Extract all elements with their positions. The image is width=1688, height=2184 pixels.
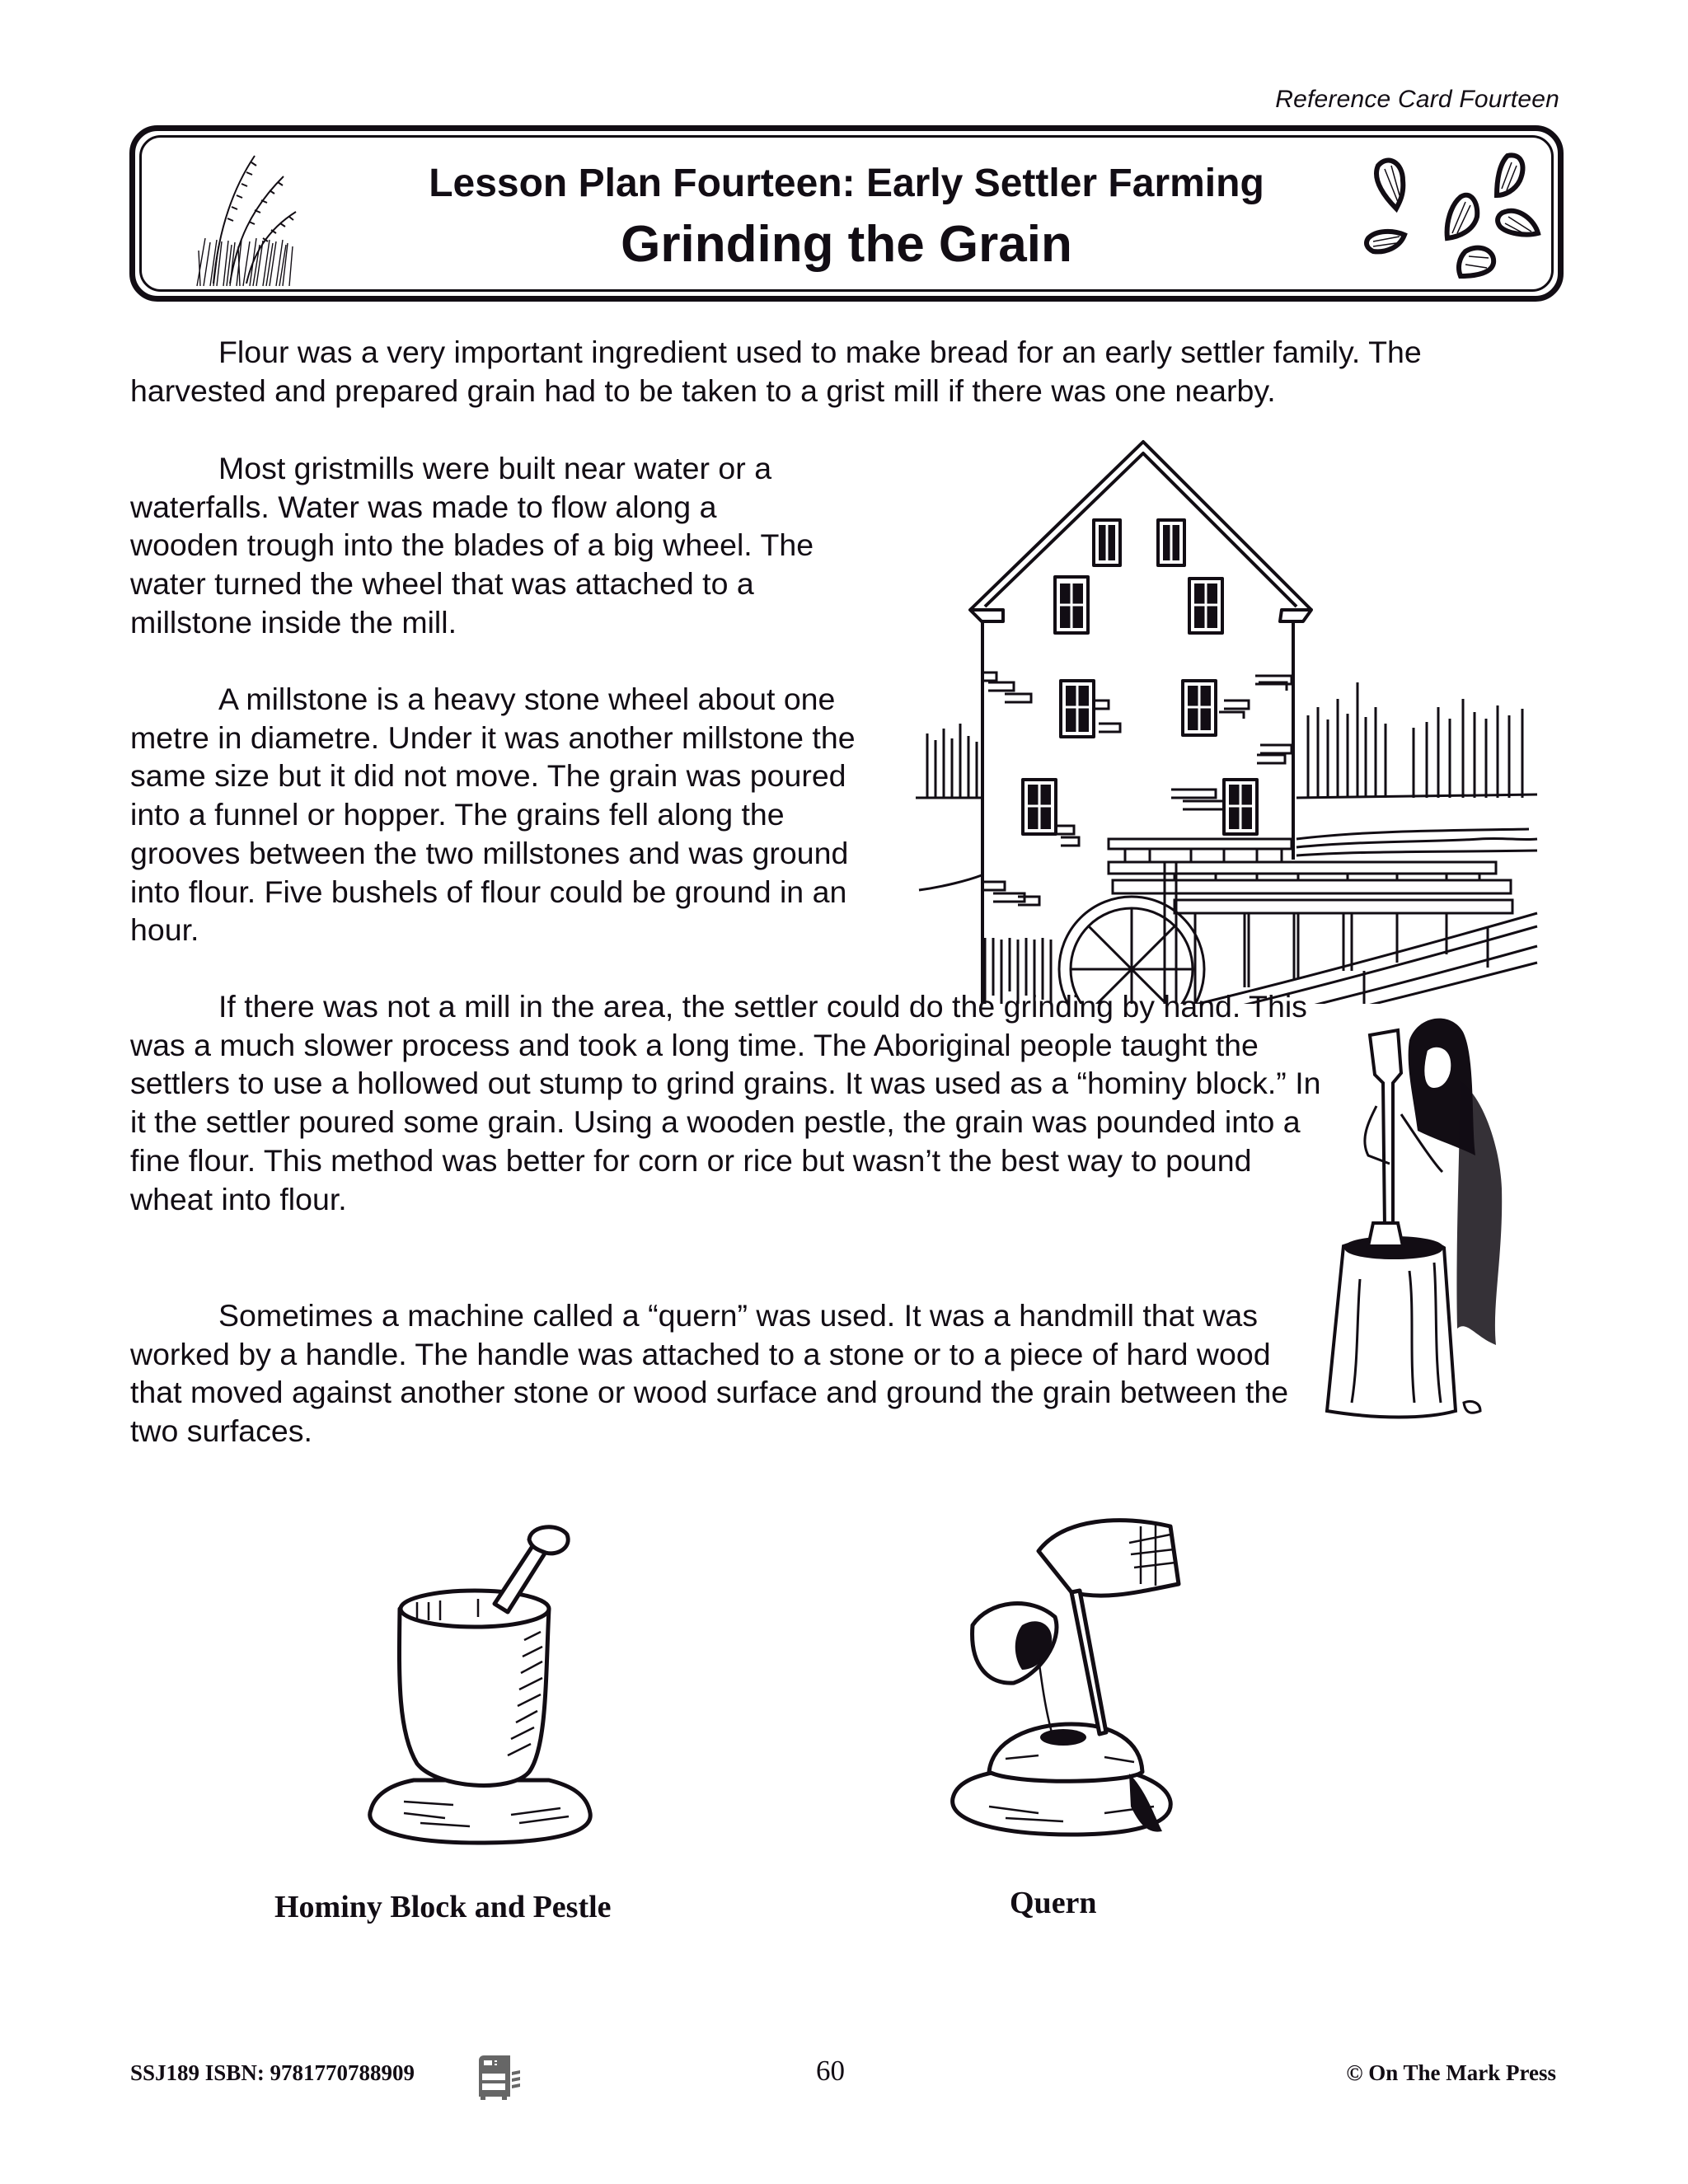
paragraph-gristmills xyxy=(130,449,814,642)
page-number: 60 xyxy=(816,2055,845,2087)
hominy-block-illustration xyxy=(354,1516,610,1846)
paragraph-text: Sometimes a machine called a “quern” was used. It was a handmill that was worked by a handle. The handle was attached to a stone or to a piece of hard wood that moved against another stone or wood surface and ground the grain between the two surfaces. xyxy=(130,1298,1289,1449)
title-box xyxy=(129,125,1564,302)
footer-isbn: SSJ189 ISBN: 9781770788909 xyxy=(130,2060,415,2085)
paragraph-text: Most gristmills were built near water or a waterfalls. Water was made to flow along a wooden trough into the blades of a big wheel. The water turned the wheel that was attached to a millstone inside the mill. xyxy=(130,451,814,640)
printer-icon xyxy=(474,2052,523,2102)
quern-illustration xyxy=(940,1493,1187,1856)
paragraph-text: A millstone is a heavy stone wheel about one metre in diametre. Under it was another millstone the same size but it did not move. The grain was poured into a funnel or hopper. The grains fell along the grooves between the two millstones and was ground into flour. Five bushels of flour could be ground in an hour. xyxy=(130,682,856,948)
woman-pounding-grain-illustration xyxy=(1311,1007,1545,1432)
lesson-title: Lesson Plan Fourteen: Early Settler Farming xyxy=(429,162,1264,205)
gristmill-illustration xyxy=(903,435,1545,1004)
page-title: Grinding the Grain xyxy=(621,216,1072,273)
paragraph-text: If there was not a mill in the area, the settler could do the grinding by hand. This was a much slower process and took a long time. The Aboriginal people taught the settlers to use a hollowed out stump to grind grains. It was used as a “hominy block.” In it the settler poured some grain. Using a wooden pestle, the grain was pounded into a fine flour. This method was better for corn or rice but wasn’t the best way to pound wheat into flour. xyxy=(130,989,1321,1216)
paragraph-hand-grinding xyxy=(130,987,1325,1218)
caption-hominy-block: Hominy Block and Pestle xyxy=(274,1890,612,1924)
paragraph-millstone xyxy=(130,680,856,949)
grain-seeds-icon xyxy=(1363,148,1553,292)
paragraph-text: Flour was a very important ingredient used to make bread for an early settler family. The harvested and prepared grain had to be taken to a grist mill if there was one nearby. xyxy=(130,335,1422,408)
paragraph-quern xyxy=(130,1296,1325,1451)
reference-card-label: Reference Card Fourteen xyxy=(1275,86,1559,113)
paragraph-intro xyxy=(130,333,1498,410)
footer-publisher: © On The Mark Press xyxy=(1346,2060,1556,2085)
caption-quern: Quern xyxy=(1010,1886,1097,1920)
